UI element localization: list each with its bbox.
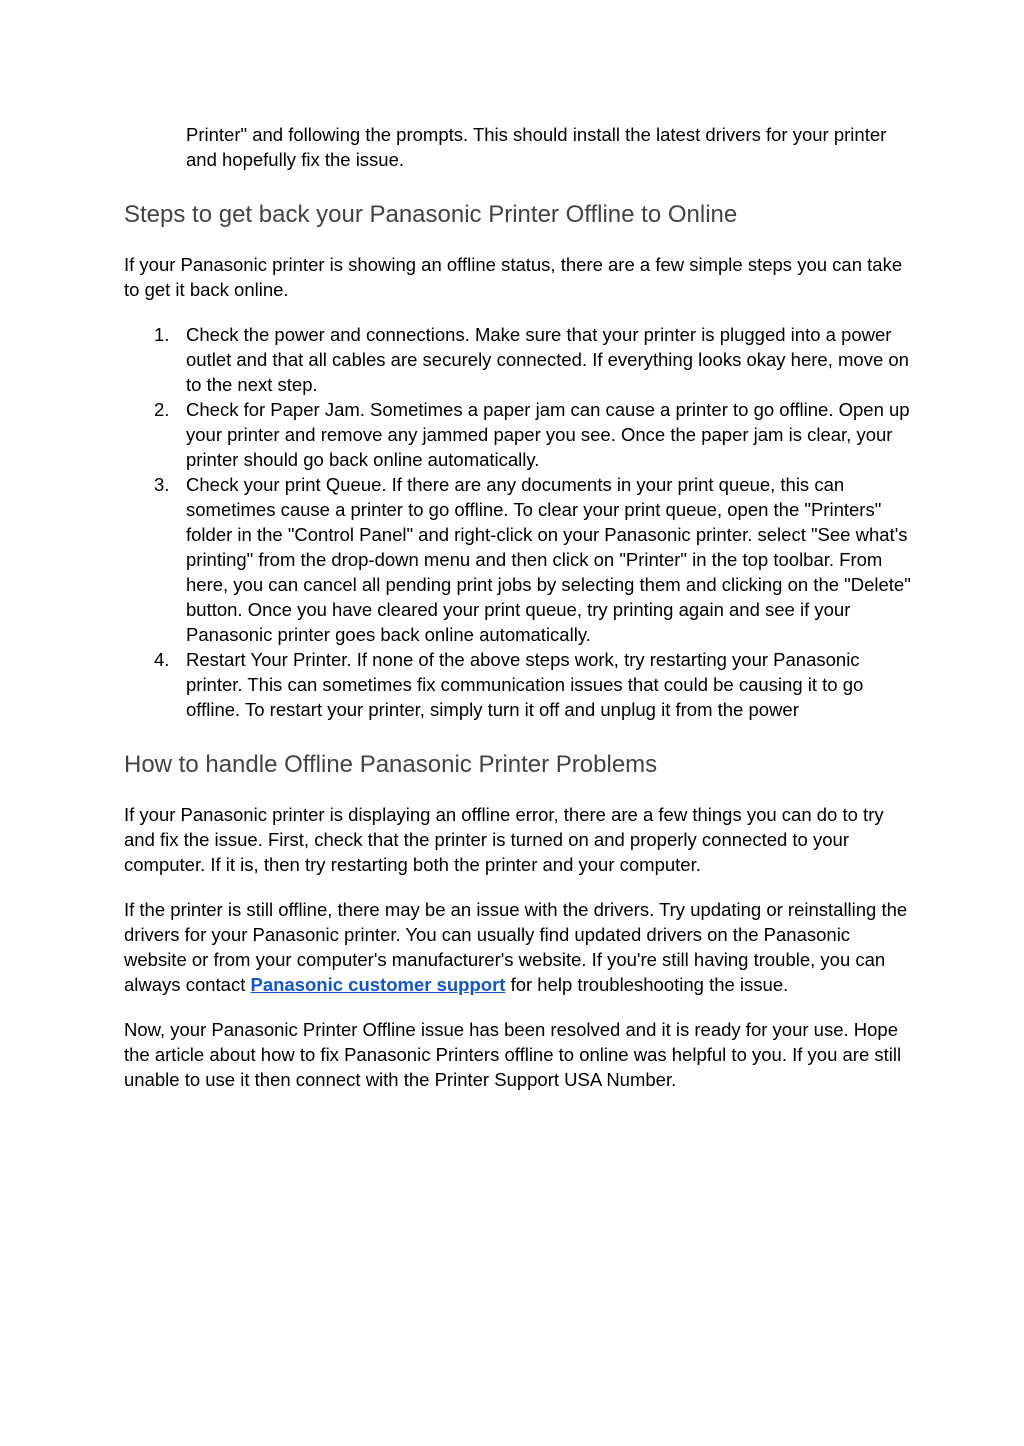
list-item-number: 3. — [154, 474, 170, 495]
section-problems-paragraph-2 — [124, 897, 914, 997]
list-item-text: Restart Your Printer. If none of the above steps work, try restarting your Panasonic printer. This can sometimes fix communication issues that could be causing it to go offline. To restart your printer, simply turn it off and unplug it from the power — [186, 649, 864, 720]
list-item-number: 4. — [154, 649, 170, 670]
list-item-text: Check your print Queue. If there are any documents in your print queue, this can sometimes cause a printer to go offline. To clear your print queue, open the "Printers" folder in the "Control Panel" and right-click on your Panasonic printer. select "See what's printing" from the drop-down menu and then click on "Printer" in the top toolbar. From here, you can cancel all pending print jobs by selecting them and clicking on the "Delete" button. Once you have cleared your print queue, try printing again and see if your Panasonic printer goes back online automatically. — [186, 474, 911, 645]
list-item — [124, 647, 914, 722]
list-item — [124, 397, 914, 472]
list-item-text: Check the power and connections. Make sure that your printer is plugged into a power outlet and that all cables are securely connected. If everything looks okay here, move on to the next step. — [186, 324, 909, 395]
section-problems-paragraph-1: If your Panasonic printer is displaying an offline error, there are a few things you can do to try and fix the issue. First, check that the printer is turned on and properly connected to your computer. If it is, then try restarting both the printer and your computer. — [124, 804, 884, 875]
paragraph-text-after-link: for help troubleshooting the issue. — [505, 974, 789, 995]
steps-list — [124, 322, 914, 722]
panasonic-support-link[interactable]: Panasonic customer support — [250, 974, 506, 995]
paragraph-text-before-link: If the printer is still offline, there may be an issue with the drivers. Try updating or reinstalling the drivers for your Panasonic printer. You can usually find updated drivers on the Panasonic website or from your computer's manufacturer's website. If you're still having trouble, you can always contact — [124, 899, 908, 995]
intro-continuation-paragraph: Printer" and following the prompts. This should install the latest drivers for your printer and hopefully fix the issue. — [186, 124, 887, 170]
list-item-number: 2. — [154, 399, 170, 420]
section-heading-steps: Steps to get back your Panasonic Printer Offline to Online — [124, 201, 738, 228]
list-item-number: 1. — [154, 324, 170, 345]
list-item — [124, 472, 914, 647]
list-item — [124, 322, 914, 397]
section-heading-problems: How to handle Offline Panasonic Printer Problems — [124, 751, 658, 778]
section-problems-paragraph-3: Now, your Panasonic Printer Offline issue has been resolved and it is ready for your use. Hope the article about how to fix Panasonic Printers offline to online was helpful to you. If you are still unable to use it then connect with the Printer Support USA Number. — [124, 1019, 902, 1090]
section-steps-intro-paragraph: If your Panasonic printer is showing an offline status, there are a few simple steps you can take to get it back online. — [124, 254, 903, 300]
list-item-text: Check for Paper Jam. Sometimes a paper jam can cause a printer to go offline. Open up your printer and remove any jammed paper you see. Once the paper jam is clear, your printer should go back online automatically. — [186, 399, 910, 470]
